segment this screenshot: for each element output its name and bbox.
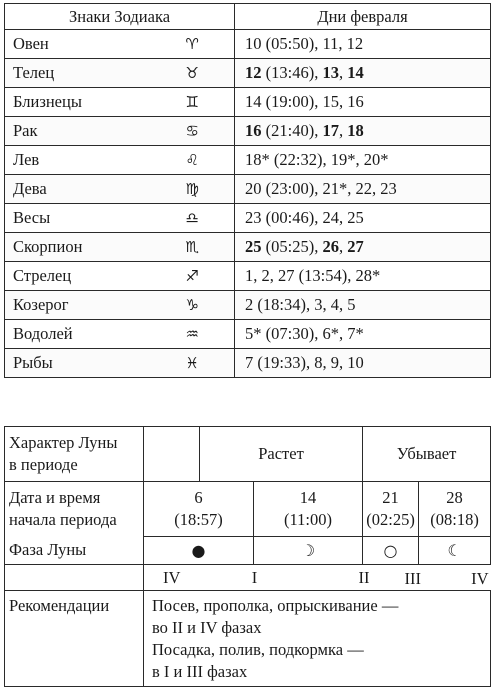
- new-moon-icon: ●: [144, 537, 254, 565]
- recommendations-label: Рекомендации: [5, 591, 144, 687]
- zodiac-days: [235, 320, 491, 349]
- zodiac-symbol-icon: ♉: [151, 59, 235, 88]
- zodiac-symbol-icon: ♑: [151, 291, 235, 320]
- moon-date-label-line2: начала периода: [9, 510, 117, 530]
- period-time: (11:00): [284, 510, 332, 529]
- zodiac-rows: [5, 30, 491, 378]
- moon-roman-row: [5, 565, 491, 591]
- zodiac-days: [235, 233, 491, 262]
- recommendation-line: Посев, прополка, опрыскивание —: [152, 596, 399, 615]
- period-2: [254, 482, 363, 537]
- day-text: 20 (23:00), 21*, 22, 23: [245, 179, 397, 198]
- last-quarter-icon: ☾: [419, 537, 491, 565]
- zodiac-row: [5, 262, 491, 291]
- period-time: (08:18): [430, 510, 479, 529]
- zodiac-sign-name: Водолей: [5, 320, 151, 349]
- full-moon-icon: ○: [363, 537, 419, 565]
- zodiac-sign-name: Телец: [5, 59, 151, 88]
- moon-phase-row: [5, 537, 491, 565]
- zodiac-days: [235, 204, 491, 233]
- day-bold: 25: [245, 237, 262, 256]
- first-quarter-icon: ☽: [254, 537, 363, 565]
- day-bold: 12: [245, 63, 262, 82]
- day-text: (13:46),: [261, 63, 323, 82]
- zodiac-row: [5, 117, 491, 146]
- empty-cell: [5, 565, 144, 591]
- moon-date-label: [5, 482, 144, 537]
- phase-number-pair: [404, 565, 491, 591]
- day-text: 14 (19:00), 15, 16: [245, 92, 364, 111]
- zodiac-days: [235, 117, 491, 146]
- zodiac-sign-name: Скорпион: [5, 233, 151, 262]
- phase-number: IV: [144, 565, 200, 591]
- zodiac-row: [5, 30, 491, 59]
- zodiac-header-row: [5, 4, 491, 30]
- zodiac-sign-name: Дева: [5, 175, 151, 204]
- moon-date-label-line1: Дата и время: [9, 488, 101, 508]
- day-bold: 17: [322, 121, 339, 140]
- zodiac-symbol-icon: ♌: [151, 146, 235, 175]
- zodiac-sign-name: Рыбы: [5, 349, 151, 378]
- zodiac-sign-name: Весы: [5, 204, 151, 233]
- zodiac-symbol-icon: ♈: [151, 30, 235, 59]
- day-text: ,: [338, 63, 348, 82]
- moon-growing: Растет: [200, 427, 363, 482]
- zodiac-days: [235, 262, 491, 291]
- day-bold: 14: [347, 63, 364, 82]
- day-text: 2 (18:34), 3, 4, 5: [245, 295, 356, 314]
- zodiac-symbol-icon: ♊: [151, 88, 235, 117]
- period-4: [419, 482, 491, 537]
- day-text: 1, 2, 27 (13:54), 28*: [245, 266, 381, 285]
- day-text: 7 (19:33), 8, 9, 10: [245, 353, 364, 372]
- moon-character-row: [5, 427, 491, 482]
- phase-number: I: [200, 565, 310, 591]
- moon-character-label: [5, 427, 144, 482]
- zodiac-days: [235, 88, 491, 117]
- period-time: (18:57): [174, 510, 223, 529]
- zodiac-sign-name: Близнецы: [5, 88, 151, 117]
- moon-waning: Убывает: [363, 427, 491, 482]
- zodiac-symbol-icon: ♏: [151, 233, 235, 262]
- zodiac-symbol-icon: ♐: [151, 262, 235, 291]
- day-bold: 16: [245, 121, 262, 140]
- zodiac-symbol-icon: ♋: [151, 117, 235, 146]
- recommendation-line: в I и III фазах: [152, 662, 248, 681]
- zodiac-row: [5, 291, 491, 320]
- period-3: [363, 482, 419, 537]
- period-day: 21: [382, 488, 399, 507]
- zodiac-sign-name: Лев: [5, 146, 151, 175]
- zodiac-row: [5, 88, 491, 117]
- day-text: 5* (07:30), 6*, 7*: [245, 324, 364, 343]
- zodiac-row: [5, 320, 491, 349]
- zodiac-symbol-icon: ♎: [151, 204, 235, 233]
- zodiac-row: [5, 146, 491, 175]
- zodiac-row: [5, 175, 491, 204]
- day-bold: 26: [322, 237, 339, 256]
- zodiac-days: [235, 146, 491, 175]
- zodiac-symbol-icon: ♍: [151, 175, 235, 204]
- moon-phase-label: Фаза Луны: [5, 537, 144, 565]
- day-bold: 13: [322, 63, 339, 82]
- phase-number: II: [310, 565, 419, 591]
- period-day: 14: [299, 488, 317, 507]
- zodiac-sign-name: Овен: [5, 30, 151, 59]
- zodiac-sign-name: Козерог: [5, 291, 151, 320]
- day-text: 23 (00:46), 24, 25: [245, 208, 364, 227]
- day-text: ,: [338, 121, 348, 140]
- zodiac-row: [5, 349, 491, 378]
- period-1: [144, 482, 254, 537]
- zodiac-sign-name: Стрелец: [5, 262, 151, 291]
- zodiac-days: [235, 30, 491, 59]
- moon-character-label-line2: в периоде: [9, 455, 78, 474]
- zodiac-row: [5, 59, 491, 88]
- day-text: ,: [338, 237, 348, 256]
- day-text: (05:25),: [261, 237, 323, 256]
- empty-cell: [144, 427, 200, 482]
- phase-number: III: [404, 569, 422, 588]
- moon-date-row: [5, 482, 491, 537]
- day-bold: 27: [347, 237, 364, 256]
- zodiac-days: [235, 291, 491, 320]
- period-day: 6: [194, 488, 203, 507]
- zodiac-days: [235, 175, 491, 204]
- header-february-days: Дни февраля: [235, 4, 491, 30]
- period-time: (02:25): [366, 510, 415, 529]
- day-text: 18* (22:32), 19*, 20*: [245, 150, 389, 169]
- zodiac-symbol-icon: ♒: [151, 320, 235, 349]
- day-text: 10 (05:50), 11, 12: [245, 34, 364, 53]
- zodiac-row: [5, 233, 491, 262]
- zodiac-table: [4, 3, 491, 378]
- header-zodiac-signs: Знаки Зодиака: [5, 4, 235, 30]
- moon-recommendations-row: [5, 591, 491, 687]
- recommendation-line: Посадка, полив, подкормка —: [152, 640, 364, 659]
- zodiac-row: [5, 204, 491, 233]
- zodiac-symbol-icon: ♓: [151, 349, 235, 378]
- recommendation-line: во II и IV фазах: [152, 618, 262, 637]
- period-day: 28: [446, 488, 463, 507]
- moon-character-label-line1: Характер Луны: [9, 433, 118, 452]
- day-bold: 18: [347, 121, 364, 140]
- zodiac-days: [235, 349, 491, 378]
- recommendations-text: [144, 591, 491, 687]
- moon-phase-table: [4, 426, 491, 687]
- phase-number: IV: [471, 569, 489, 588]
- zodiac-days: [235, 59, 491, 88]
- day-text: (21:40),: [261, 121, 323, 140]
- zodiac-sign-name: Рак: [5, 117, 151, 146]
